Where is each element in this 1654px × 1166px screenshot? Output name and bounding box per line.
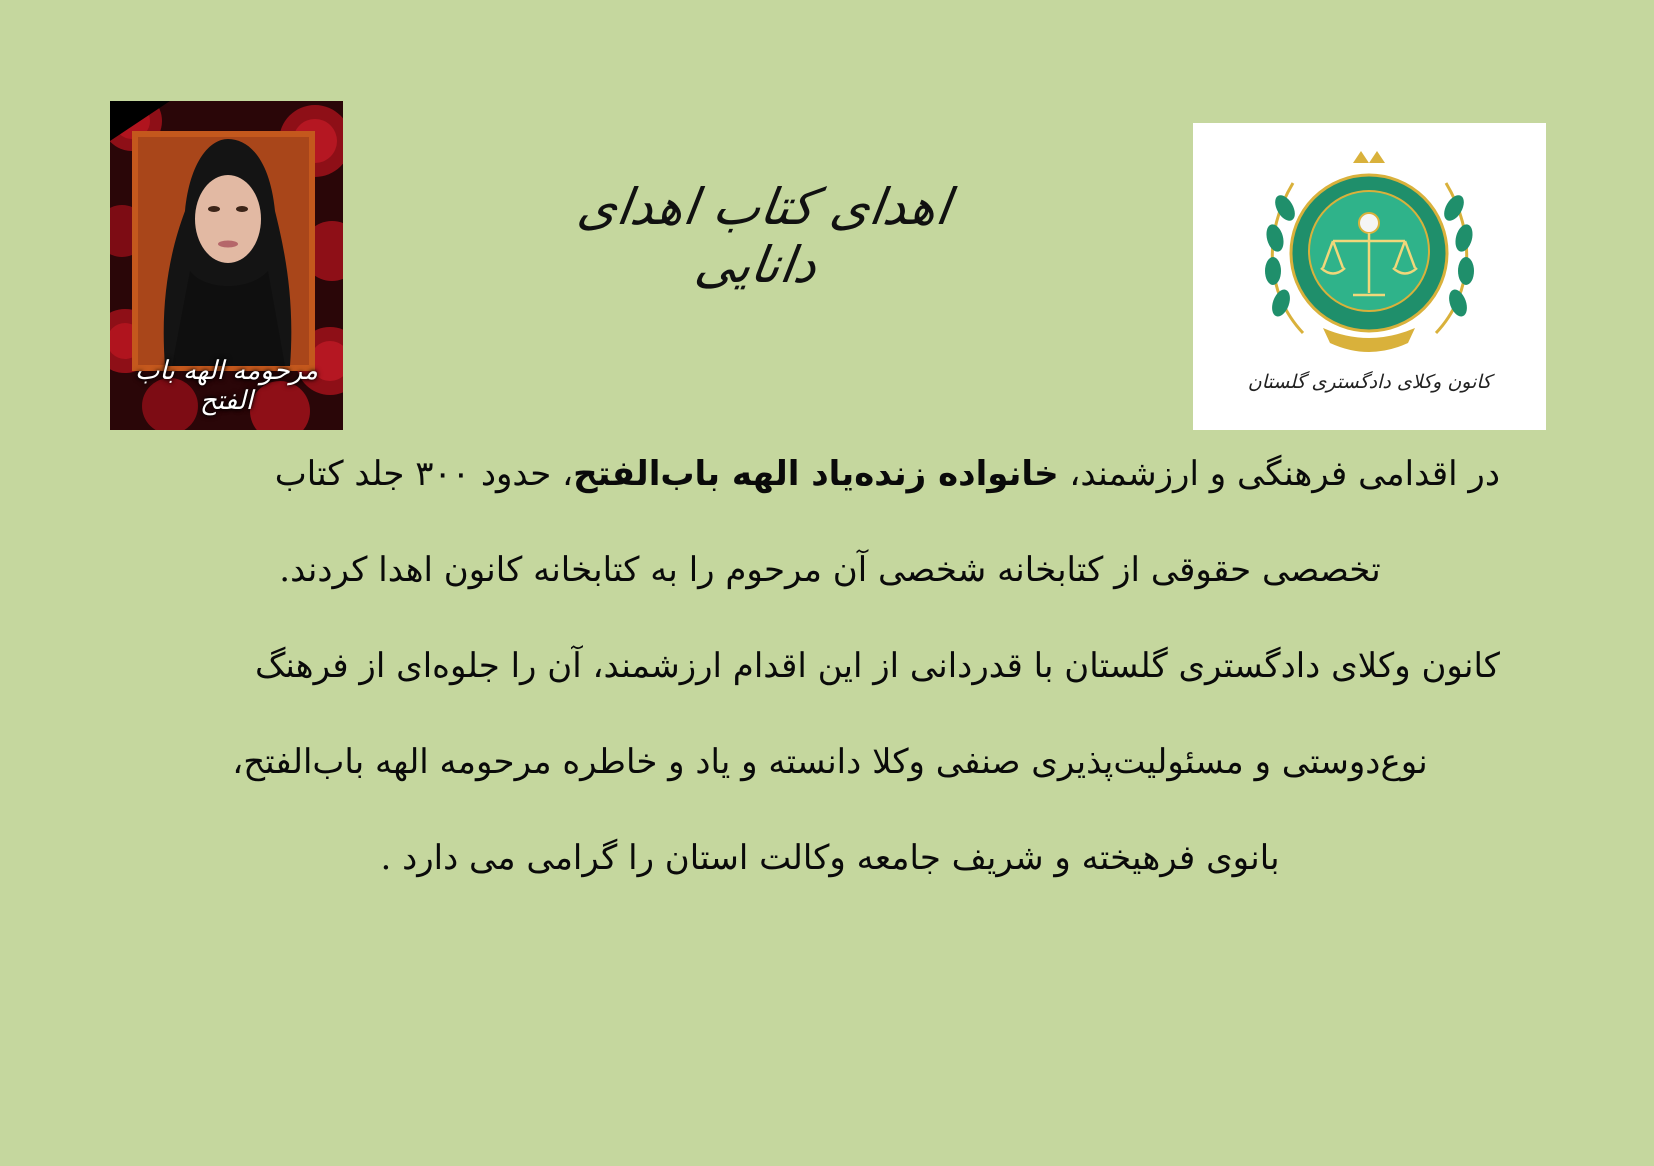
portrait-caption: مرحومه الهه باب الفتح: [135, 356, 318, 416]
paragraph-line-4: نوع‌دوستی و مسئولیت‌پذیری صنفی وکلا دانسته و یاد و خاطره مرحومه الهه باب‌الفتح،: [232, 742, 1428, 782]
announcement-text: [160, 444, 1500, 924]
paragraph-line-3: کانون وکلای دادگستری گلستان با قدردانی از این اقدام ارزشمند، آن را جلوه‌ای از فرهنگ: [254, 646, 1500, 686]
paragraph-line-5: بانوی فرهیخته و شریف جامعه وکالت استان را گرامی می دارد .: [380, 838, 1280, 878]
page-title: اهدای کتاب اهدای دانایی: [573, 178, 955, 294]
memorial-portrait: [110, 101, 343, 430]
line1-end: ، حدود ۳۰۰ جلد کتاب: [274, 454, 574, 494]
family-name-highlight: خانواده زنده‌یاد الهه باب‌الفتح: [573, 454, 1059, 494]
logo-caption: کانون وکلای دادگستری گلستان: [1247, 371, 1492, 393]
bar-association-logo: [1193, 123, 1546, 430]
paragraph-line-2: تخصصی حقوقی از کتابخانه شخصی آن مرحوم را به کتابخانه کانون اهدا کردند.: [279, 550, 1381, 590]
paragraph-line-1: [160, 444, 1500, 540]
line1-start: در اقدامی فرهنگی و ارزشمند،: [1058, 454, 1500, 494]
